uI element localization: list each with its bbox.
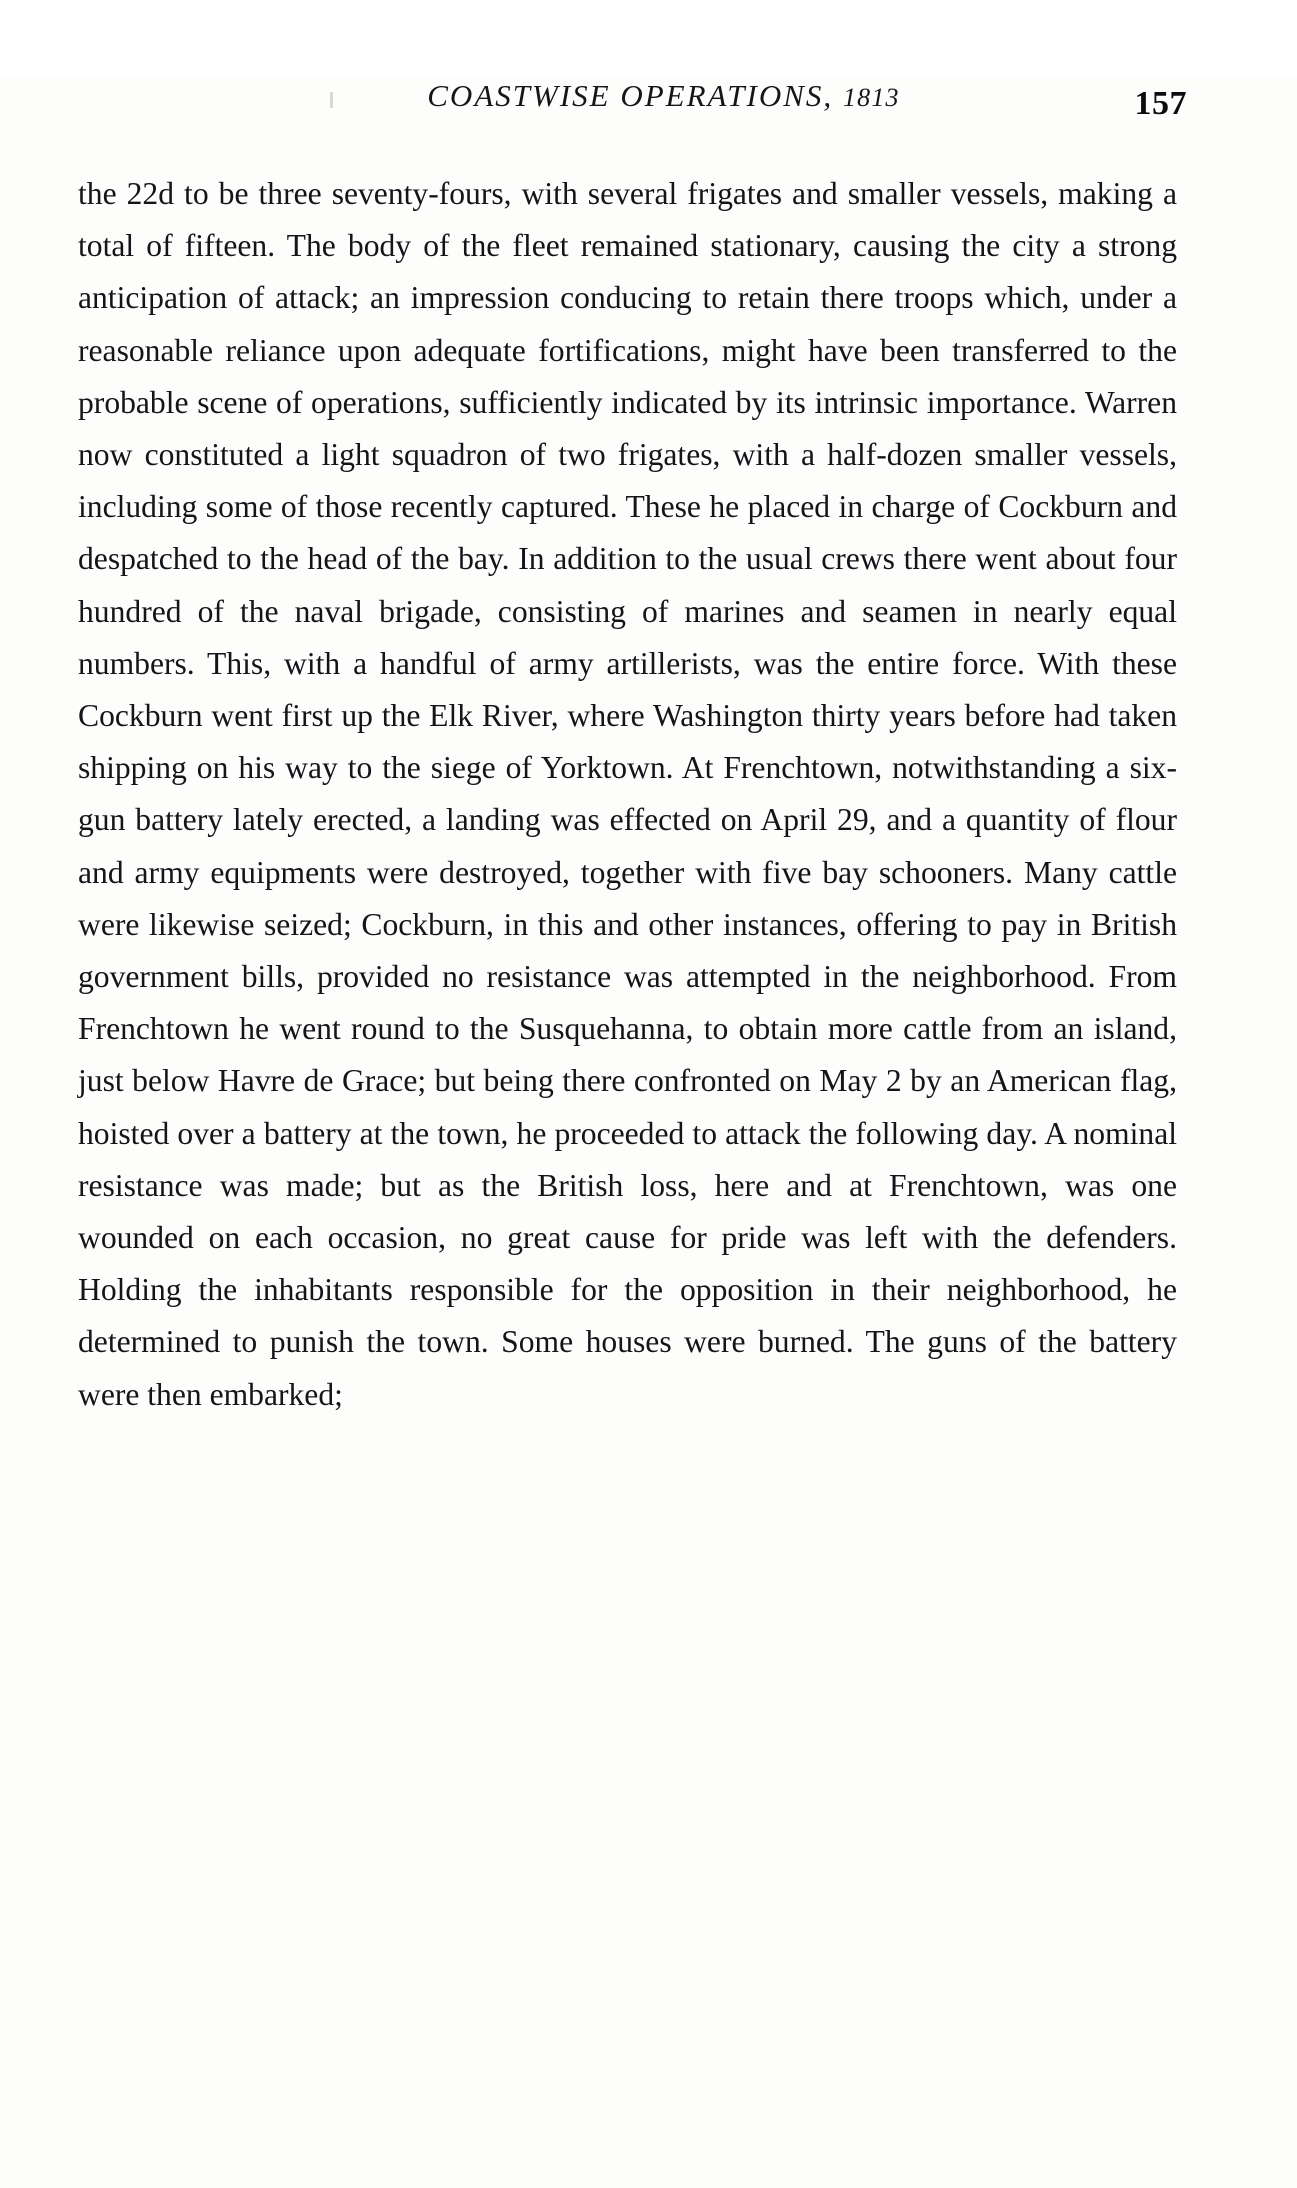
page-number: 157	[1134, 85, 1187, 122]
running-head-title	[427, 78, 900, 114]
running-head	[0, 78, 1297, 130]
running-head-text: COASTWISE OPERATIONS,	[427, 78, 834, 113]
running-head-year: 1813	[842, 83, 900, 112]
book-page	[0, 78, 1297, 2188]
page-body	[0, 168, 1297, 1421]
body-paragraph: the 22d to be three seventy-fours, with several frigates and smaller vessels, making a total of fifteen. The body of the fleet remained stationary, causing the city a strong anticipation of attack; an impression conducing to retain there troops which, under a reasonable reliance upon adequate fortifications, might have been transferred to the probable scene of operations, sufficiently indicated by its intrinsic importance. Warren now constituted a light squadron of two frigates, with a half-dozen smaller vessels, including some of those recently captured. These he placed in charge of Cockburn and despatched to the head of the bay. In addition to the usual crews there went about four hundred of the naval brigade, consisting of marines and seamen in nearly equal numbers. This, with a handful of army artillerists, was the entire force. With these Cockburn went first up the Elk River, where Washington thirty years before had taken shipping on his way to the siege of Yorktown. At Frenchtown, notwithstanding a six-gun battery lately erected, a landing was effected on April 29, and a quantity of flour and army equipments were destroyed, together with five bay schooners. Many cattle were likewise seized; Cockburn, in this and other instances, offering to pay in British government bills, provided no resistance was attempted in the neighborhood. From Frenchtown he went round to the Susquehanna, to obtain more cattle from an island, just below Havre de Grace; but being there confronted on May 2 by an American flag, hoisted over a battery at the town, he proceeded to attack the following day. A nominal resistance was made; but as the British loss, here and at Frenchtown, was one wounded on each occasion, no great cause for pride was left with the defenders. Holding the inhabitants responsible for the opposition in their neighborhood, he determined to punish the town. Some houses were burned. The guns of the battery were then embarked;	[78, 176, 1177, 1412]
